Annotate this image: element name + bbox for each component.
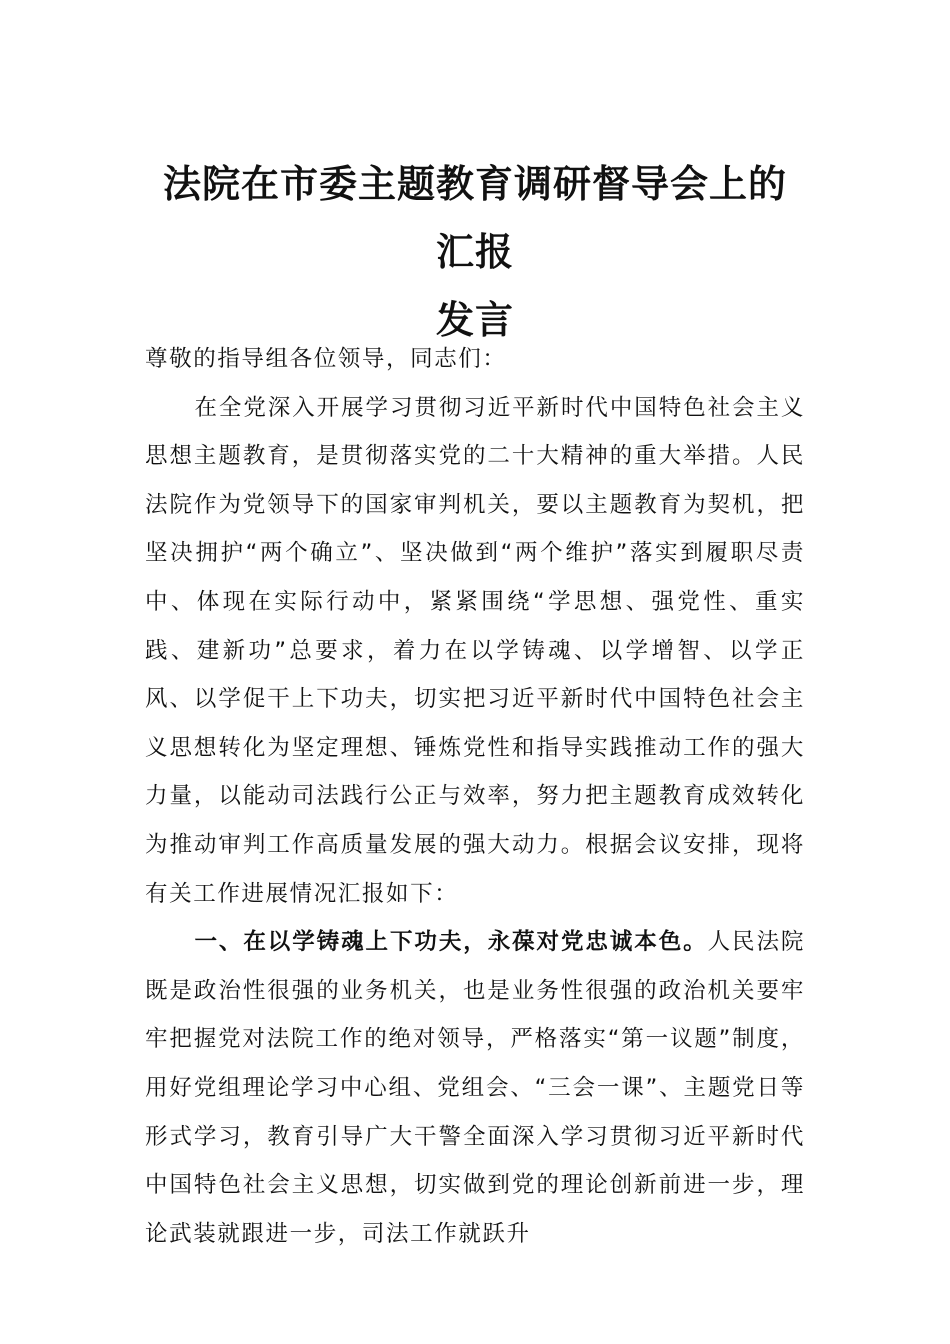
document-title: [145, 150, 805, 354]
title-line-2: 发言: [435, 297, 514, 342]
section-1-heading: 一、在以学铸魂上下功夫，永葆对党忠诚本色。: [194, 929, 708, 956]
intro-paragraph: 在全党深入开展学习贯彻习近平新时代中国特色社会主义思想主题教育，是贯彻落实党的二十大精神的重大举措。人民法院作为党领导下的国家审判机关，要以主题教育为契机，把坚决拥护“两个确立”、坚决做到“两个维护”落实到履职尽责中、体现在实际行动中，紧紧围绕“学思想、强党性、重实践、建新功”总要求，着力在以学铸魂、以学增智、以学正风、以学促干上下功夫，切实把习近平新时代中国特色社会主义思想转化为坚定理想、锤炼党性和指导实践推动工作的强大力量，以能动司法践行公正与效率，努力把主题教育成效转化为推动审判工作高质量发展的强大动力。根据会议安排，现将有关工作进展情况汇报如下：: [145, 394, 805, 907]
salutation: 尊敬的指导组各位领导，同志们：: [145, 346, 507, 372]
section-1-text: 人民法院既是政治性很强的业务机关，也是业务性很强的政治机关要牢牢把握党对法院工作的绝对领导，严格落实“第一议题”制度，用好党组理论学习中心组、党组会、“三会一课”、主题党日等形式学习，教育引导广大干警全面深入学习贯彻习近平新时代中国特色社会主义思想，切实做到党的理论创新前进一步，理论武装就跟进一步，司法工作就跃升: [145, 929, 805, 1247]
title-line-1: 法院在市委主题教育调研督导会上的汇报: [162, 161, 787, 274]
section-1-paragraph: [145, 918, 805, 1258]
document-body: [145, 335, 805, 1258]
